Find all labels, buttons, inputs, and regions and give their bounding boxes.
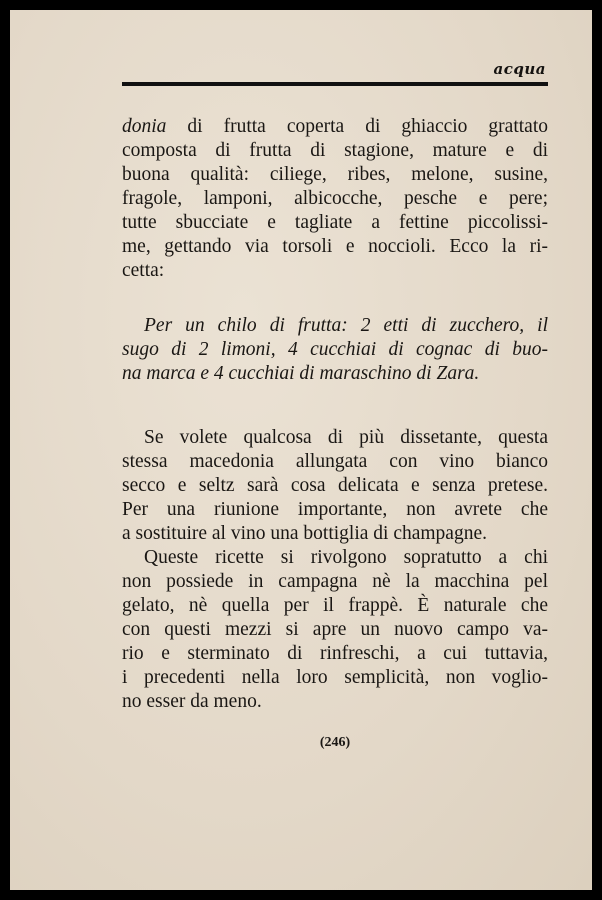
text-line: rio e sterminato di rinfreschi, a cui tuttavia, (122, 643, 548, 664)
text-line: composta di frutta di stagione, mature e di (122, 140, 548, 161)
text-line: Queste ricette si rivolgono sopratutto a chi (144, 547, 548, 568)
paragraph-continuation (122, 115, 548, 283)
book-page (10, 10, 592, 890)
text-line: stessa macedonia allungata con vino bianco (122, 451, 548, 472)
closing-paragraphs (122, 426, 548, 714)
text-line: tutte sbucciate e tagliate a fettine piccolissi- (122, 212, 548, 233)
text-line: cetta: (122, 260, 165, 281)
italic-word: donia (122, 116, 167, 137)
text-line: me, gettando via torsoli e noccioli. Ecco la ri- (122, 236, 548, 257)
text-line: a sostituire al vino una bottiglia di champagne. (122, 523, 487, 544)
text-line: gelato, nè quella per il frappè. È naturale che (122, 595, 548, 616)
text-line: i precedenti nella loro semplicità, non voglio- (122, 667, 548, 688)
text-line: no esser da meno. (122, 691, 262, 712)
text-line: con questi mezzi si apre un nuovo campo va- (122, 619, 548, 640)
text-line (122, 115, 548, 139)
line-text: di frutta coperta di ghiaccio grattato (166, 116, 548, 137)
recipe-line: Per un chilo di frutta: 2 etti di zucchero, il (144, 315, 548, 336)
running-head: acqua (493, 60, 546, 78)
text-line: fragole, lamponi, albicocche, pesche e pere; (122, 188, 548, 209)
recipe-paragraph (122, 314, 548, 386)
text-line: Per una riunione importante, non avrete che (122, 499, 548, 520)
recipe-line: sugo di 2 limoni, 4 cucchiai di cognac di buo- (122, 339, 548, 360)
recipe-line: na marca e 4 cucchiai di maraschino di Zara. (122, 363, 480, 384)
header-rule (122, 82, 548, 86)
text-line: secco e seltz sarà cosa delicata e senza pretese. (122, 475, 548, 496)
page-number: (246) (319, 735, 351, 750)
text-line: buona qualità: ciliege, ribes, melone, susine, (122, 164, 548, 185)
text-line: non possiede in campagna nè la macchina pel (122, 571, 548, 592)
text-line: Se volete qualcosa di più dissetante, questa (144, 427, 548, 448)
